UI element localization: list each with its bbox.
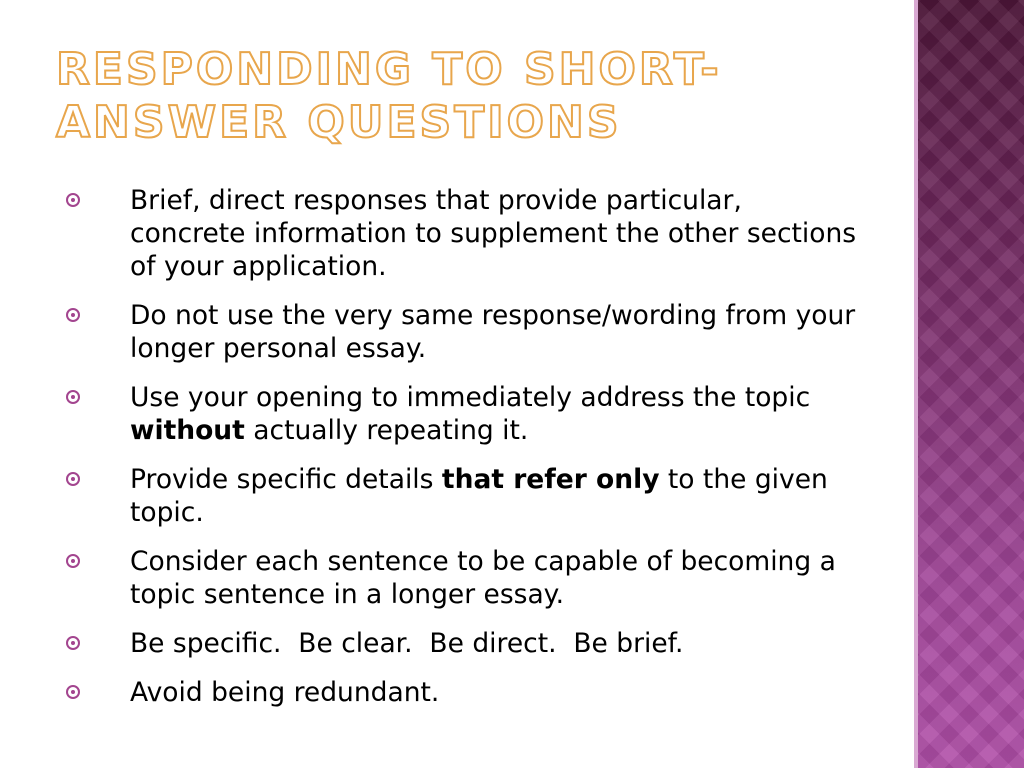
bullet-item bbox=[62, 676, 862, 709]
bullet-text-before: Use your opening to immediately address the topic bbox=[130, 382, 811, 413]
bullet-item bbox=[62, 184, 862, 283]
target-circle-icon bbox=[66, 636, 80, 650]
target-circle-icon bbox=[66, 193, 80, 207]
slide-title: RESPONDING TO SHORT-ANSWER QUESTIONS bbox=[56, 44, 722, 148]
target-circle-icon bbox=[66, 472, 80, 486]
bullet-item bbox=[62, 545, 862, 611]
bullet-text-before: Provide specific details bbox=[130, 464, 442, 495]
bullet-text: Do not use the very same response/wording from your longer personal essay. bbox=[130, 300, 856, 364]
target-circle-icon bbox=[66, 554, 80, 568]
bullet-list bbox=[62, 184, 862, 725]
bullet-text-after: actually repeating it. bbox=[244, 415, 529, 446]
target-circle-icon bbox=[66, 308, 80, 322]
bullet-item bbox=[62, 299, 862, 365]
bullet-text: Avoid being redundant. bbox=[130, 677, 440, 708]
bullet-emphasis: without bbox=[130, 415, 245, 446]
bullet-emphasis: that refer only bbox=[441, 464, 660, 495]
bullet-text-after: to the given topic. bbox=[130, 464, 828, 528]
bullet-item bbox=[62, 627, 862, 660]
bullet-text: Brief, direct responses that provide particular, concrete information to supplement the other sections of your application. bbox=[130, 185, 857, 282]
target-circle-icon bbox=[66, 390, 80, 404]
decorative-side-band bbox=[914, 0, 1024, 768]
target-circle-icon bbox=[66, 685, 80, 699]
bullet-text: Be specific. Be clear. Be direct. Be brief. bbox=[130, 628, 684, 659]
bullet-text: Consider each sentence to be capable of becoming a topic sentence in a longer essay. bbox=[130, 546, 836, 610]
bullet-item bbox=[62, 463, 862, 529]
bullet-item bbox=[62, 381, 862, 447]
